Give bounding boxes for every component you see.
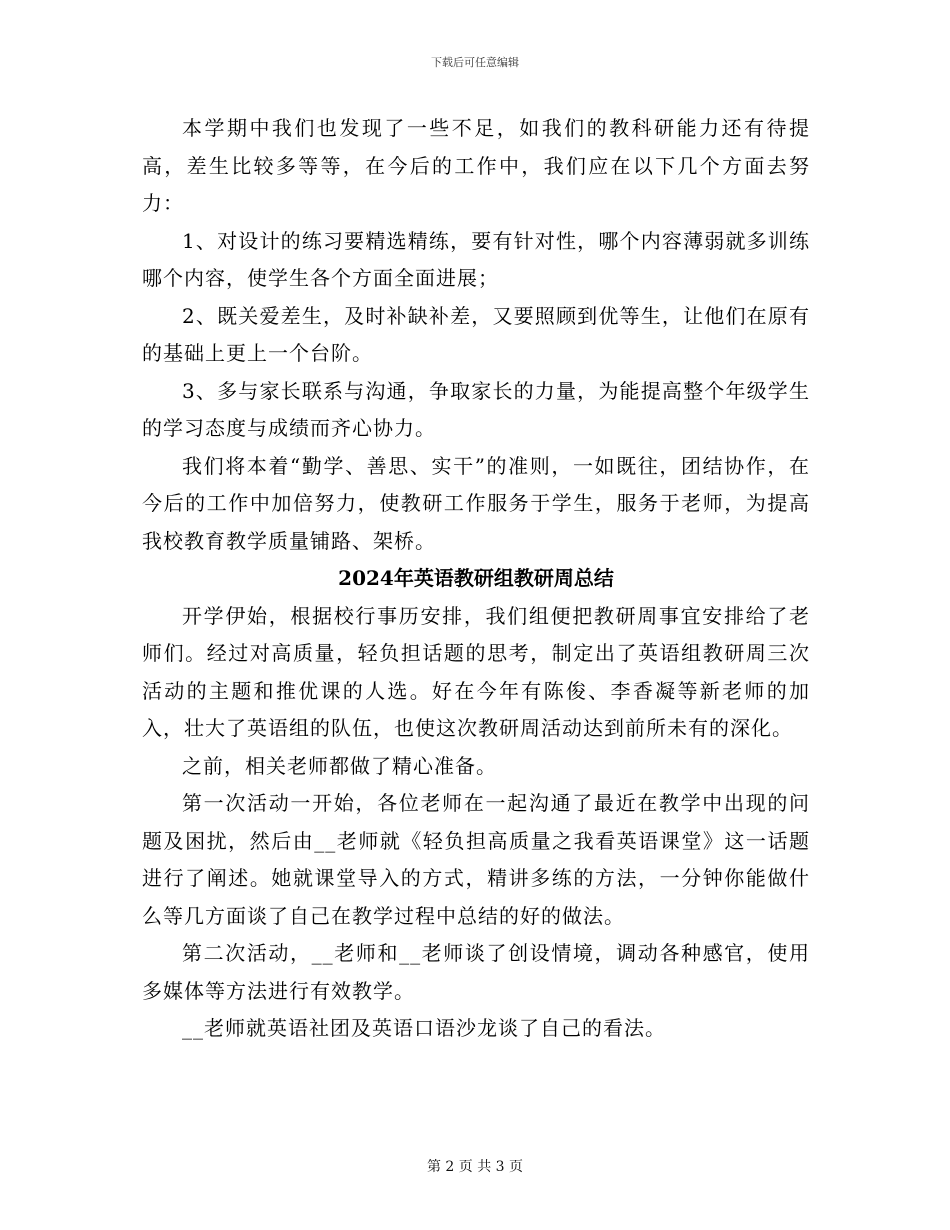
document-body (142, 110, 810, 1048)
paragraph-principles: 我们将本着“勤学、善思、实干”的准则，一如既往，团结协作，在今后的工作中加倍努力，使教研工作服务于学生，服务于老师，为提高我校教育教学质量铺路、架桥。 (142, 453, 810, 553)
paragraph-point-1: 1、对设计的练习要精选精练，要有针对性，哪个内容薄弱就多训练哪个内容，使学生各个方面全面进展； (142, 228, 810, 290)
paragraph-point-3: 3、多与家长联系与沟通，争取家长的力量，为能提高整个年级学生的学习态度与成绩而齐心协力。 (142, 378, 810, 440)
paragraph-point-2: 2、既关爱差生，及时补缺补差，又要照顾到优等生，让他们在原有的基础上更上一个台阶。 (142, 303, 810, 365)
paragraph-second-activity: 第二次活动，__老师和__老师谈了创设情境，调动各种感官，使用多媒体等方法进行有效教学。 (142, 941, 810, 1003)
page-header: 下载后可任意编辑 (431, 56, 519, 69)
paragraph-club-salon: __老师就英语社团及英语口语沙龙谈了自己的看法。 (182, 1016, 666, 1040)
paragraph-first-activity: 第一次活动一开始，各位老师在一起沟通了最近在教学中出现的问题及困扰，然后由__老师就《轻负担高质量之我看英语课堂》这一话题进行了阐述。她就课堂导入的方式，精讲多练的方法，一分钟你能做什么等几方面谈了自己在教学过程中总结的好的做法。 (142, 791, 810, 928)
page-number: 第 2 页 共 3 页 (426, 1159, 524, 1175)
paragraph-shortcomings: 本学期中我们也发现了一些不足，如我们的教科研能力还有待提高，差生比较多等等，在今后的工作中，我们应在以下几个方面去努力： (142, 116, 810, 215)
paragraph-opening: 开学伊始，根据校行事历安排，我们组便把教研周事宜安排给了老师们。经过对高质量，轻负担话题的思考，制定出了英语组教研周三次活动的主题和推优课的人选。好在今年有陈俊、李香凝等新老师的加入，壮大了英语组的队伍，也使这次教研周活动达到前所未有的深化。 (142, 603, 810, 740)
section-title: 2024年英语教研组教研周总结 (338, 566, 614, 590)
paragraph-preparation: 之前，相关老师都做了精心准备。 (182, 753, 497, 778)
